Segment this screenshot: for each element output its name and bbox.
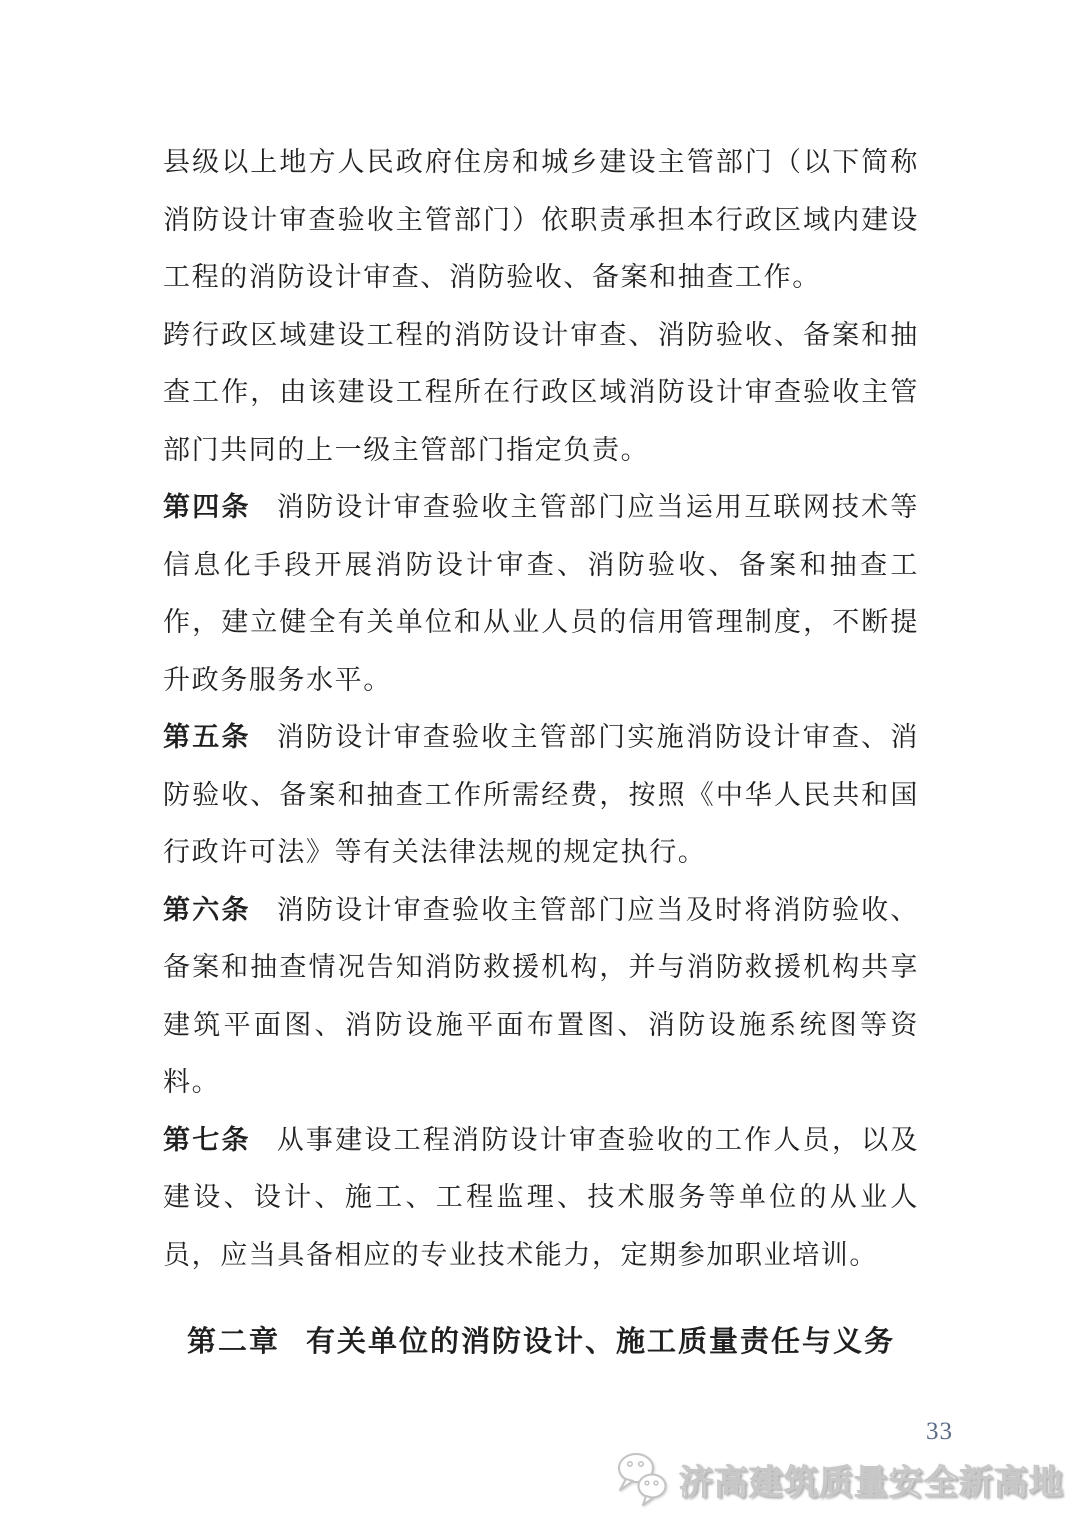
paragraph-text: 从事建设工程消防设计审查验收的工作人员，以及建设、设计、施工、工程监理、技术服务等单位的从业人员，应当具备相应的专业技术能力，定期参加职业培训。 <box>163 1124 919 1270</box>
paragraph-text: 跨行政区域建设工程的消防设计审查、消防验收、备案和抽查工作，由该建设工程所在行政区域消防设计审查验收主管部门共同的上一级主管部门指定负责。 <box>163 319 919 465</box>
paragraph <box>163 307 919 480</box>
page-number: 33 <box>926 1418 953 1445</box>
watermark-text: 济高建筑质量安全新高地 <box>679 1464 1064 1502</box>
chapter-title: 有关单位的消防设计、施工质量责任与义务 <box>306 1326 896 1358</box>
paragraph-article-4 <box>163 479 919 709</box>
chapter-heading <box>163 1314 919 1372</box>
paragraph-text: 消防设计审查验收主管部门实施消防设计审查、消防验收、备案和抽查工作所需经费，按照《中华人民共和国行政许可法》等有关法律法规的规定执行。 <box>163 722 919 867</box>
article-number: 第四条 <box>163 492 251 522</box>
paragraph-text: 消防设计审查验收主管部门应当运用互联网技术等信息化手段开展消防设计审查、消防验收、备案和抽查工作，建立健全有关单位和从业人员的信用管理制度，不断提升政务服务水平。 <box>163 492 919 695</box>
document-body <box>163 134 919 1372</box>
paragraph <box>163 134 919 307</box>
paragraph-article-5 <box>163 709 919 882</box>
paragraph-text: 县级以上地方人民政府住房和城乡建设主管部门（以下简称消防设计审查验收主管部门）依职责承担本行政区域内建设工程的消防设计审查、消防验收、备案和抽查工作。 <box>163 147 919 292</box>
paragraph-article-7 <box>163 1112 919 1285</box>
article-number: 第五条 <box>163 722 251 752</box>
chapter-number: 第二章 <box>186 1326 280 1358</box>
article-number: 第七条 <box>163 1124 251 1155</box>
watermark <box>615 1449 1064 1509</box>
paragraph-text: 消防设计审查验收主管部门应当及时将消防验收、备案和抽查情况告知消防救援机构，并与消防救援机构共享建筑平面图、消防设施平面布置图、消防设施系统图等资料。 <box>163 894 919 1097</box>
article-number: 第六条 <box>163 894 251 925</box>
paragraph-article-6 <box>163 882 919 1112</box>
wechat-icon <box>615 1449 671 1509</box>
